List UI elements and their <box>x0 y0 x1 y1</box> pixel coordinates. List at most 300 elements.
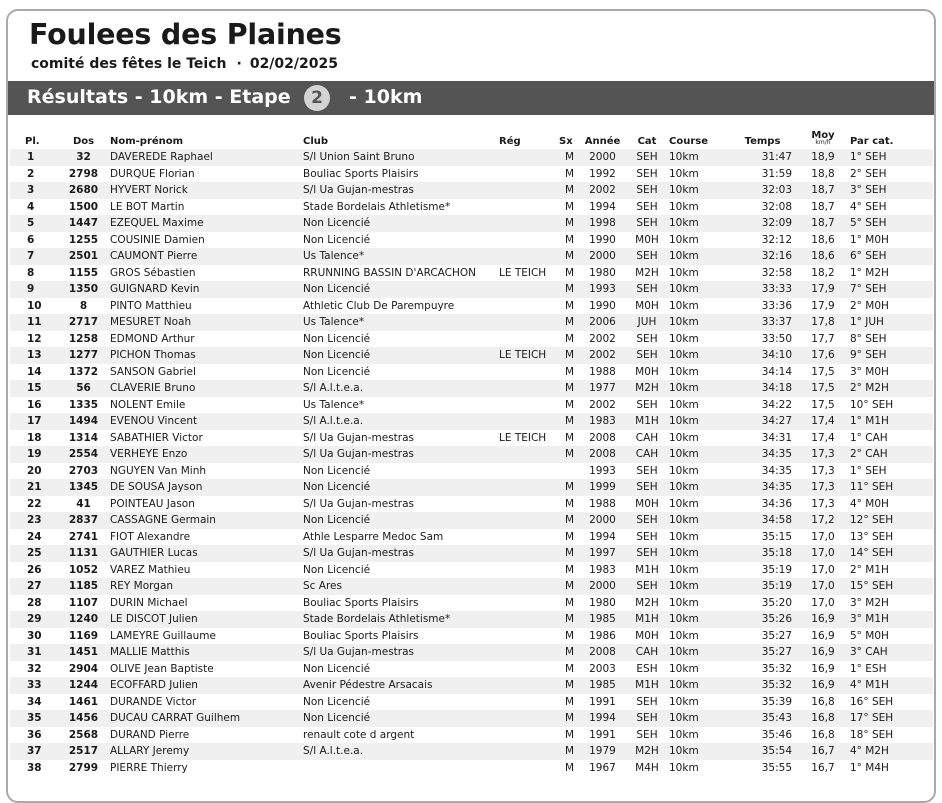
cell-bib: 2680 <box>57 182 110 199</box>
cell-cat-rank: 15° SEH <box>850 578 933 595</box>
cell-region <box>499 199 559 216</box>
cell-place: 18 <box>10 430 57 447</box>
cell-place: 1 <box>10 149 57 166</box>
cell-region <box>499 760 559 777</box>
cell-bib: 1155 <box>57 265 110 282</box>
table-row <box>10 380 933 397</box>
cell-speed: 16,8 <box>796 694 850 711</box>
cell-sex: M <box>559 397 580 414</box>
table-row <box>10 281 933 298</box>
cell-sex: M <box>559 562 580 579</box>
table-row <box>10 611 933 628</box>
cell-cat-rank: 2° SEH <box>850 166 933 183</box>
cell-bib: 2568 <box>57 727 110 744</box>
cell-speed: 16,9 <box>796 661 850 678</box>
cell-club: Non Licencié <box>303 331 499 348</box>
cell-cat: SEH <box>625 694 669 711</box>
cell-time: 33:50 <box>729 331 796 348</box>
cell-region <box>499 298 559 315</box>
cell-cat: SEH <box>625 463 669 480</box>
cell-club: Us Talence* <box>303 248 499 265</box>
cell-time: 35:54 <box>729 743 796 760</box>
cell-place: 30 <box>10 628 57 645</box>
cell-course: 10km <box>669 397 729 414</box>
cell-club: RRUNNING BASSIN D'ARCACHON <box>303 265 499 282</box>
cell-name: SANSON Gabriel <box>110 364 303 381</box>
cell-year: 1992 <box>580 166 625 183</box>
cell-sex: M <box>559 347 580 364</box>
cell-region <box>499 149 559 166</box>
cell-sex: M <box>559 281 580 298</box>
cell-time: 35:15 <box>729 529 796 546</box>
cell-bib: 2798 <box>57 166 110 183</box>
cell-cat-rank: 3° SEH <box>850 182 933 199</box>
cell-cat: CAH <box>625 644 669 661</box>
cell-course: 10km <box>669 446 729 463</box>
cell-name: SABATHIER Victor <box>110 430 303 447</box>
cell-place: 29 <box>10 611 57 628</box>
cell-time: 34:10 <box>729 347 796 364</box>
cell-year: 1993 <box>580 463 625 480</box>
cell-place: 2 <box>10 166 57 183</box>
cell-time: 35:32 <box>729 677 796 694</box>
cell-bib: 2837 <box>57 512 110 529</box>
cell-name: PIERRE Thierry <box>110 760 303 777</box>
cell-year: 1985 <box>580 611 625 628</box>
cell-speed: 16,7 <box>796 760 850 777</box>
table-row <box>10 182 933 199</box>
cell-cat-rank: 13° SEH <box>850 529 933 546</box>
cell-time: 35:46 <box>729 727 796 744</box>
cell-course: 10km <box>669 380 729 397</box>
table-row <box>10 743 933 760</box>
cell-place: 31 <box>10 644 57 661</box>
cell-course: 10km <box>669 479 729 496</box>
cell-time: 35:27 <box>729 628 796 645</box>
cell-club <box>303 760 499 777</box>
cell-course: 10km <box>669 314 729 331</box>
cell-speed: 17,4 <box>796 430 850 447</box>
cell-cat-rank: 1° SEH <box>850 463 933 480</box>
cell-bib: 1350 <box>57 281 110 298</box>
cell-place: 16 <box>10 397 57 414</box>
cell-course: 10km <box>669 298 729 315</box>
cell-cat-rank: 9° SEH <box>850 347 933 364</box>
table-row <box>10 694 933 711</box>
table-row <box>10 496 933 513</box>
cell-course: 10km <box>669 248 729 265</box>
cell-region <box>499 232 559 249</box>
table-row <box>10 446 933 463</box>
cell-time: 33:33 <box>729 281 796 298</box>
cell-time: 35:18 <box>729 545 796 562</box>
cell-course: 10km <box>669 529 729 546</box>
stage-number-badge: 2 <box>304 85 330 111</box>
cell-place: 3 <box>10 182 57 199</box>
banner-distance: - 10km <box>349 86 423 108</box>
cell-place: 38 <box>10 760 57 777</box>
cell-speed: 16,8 <box>796 710 850 727</box>
col-header-course[interactable]: Course <box>669 136 708 147</box>
moy-unit: km/h <box>815 139 831 146</box>
cell-sex: M <box>559 760 580 777</box>
col-header-dos[interactable]: Dos <box>72 136 95 147</box>
cell-club: S/l A.l.t.e.a. <box>303 743 499 760</box>
cell-cat: M0H <box>625 364 669 381</box>
cell-name: LE BOT Martin <box>110 199 303 216</box>
cell-year: 2008 <box>580 446 625 463</box>
table-row <box>10 364 933 381</box>
table-row <box>10 215 933 232</box>
cell-region <box>499 628 559 645</box>
cell-name: COUSINIE Damien <box>110 232 303 249</box>
cell-cat-rank: 5° M0H <box>850 628 933 645</box>
cell-place: 19 <box>10 446 57 463</box>
cell-speed: 17,6 <box>796 347 850 364</box>
cell-bib: 1244 <box>57 677 110 694</box>
cell-speed: 18,7 <box>796 199 850 216</box>
separator: · <box>236 56 242 72</box>
cell-cat-rank: 4° M2H <box>850 743 933 760</box>
cell-club: S/l Ua Gujan-mestras <box>303 446 499 463</box>
cell-time: 32:09 <box>729 215 796 232</box>
cell-course: 10km <box>669 265 729 282</box>
cell-sex: M <box>559 479 580 496</box>
cell-bib: 1277 <box>57 347 110 364</box>
cell-bib: 1345 <box>57 479 110 496</box>
cell-cat: SEH <box>625 215 669 232</box>
cell-cat-rank: 3° CAH <box>850 644 933 661</box>
cell-time: 35:43 <box>729 710 796 727</box>
cell-name: DURQUE Florian <box>110 166 303 183</box>
cell-course: 10km <box>669 760 729 777</box>
cell-name: FIOT Alexandre <box>110 529 303 546</box>
cell-speed: 18,2 <box>796 265 850 282</box>
cell-cat-rank: 4° M0H <box>850 496 933 513</box>
organizer: comité des fêtes le Teich <box>31 56 227 72</box>
cell-club: Athle Lesparre Medoc Sam <box>303 529 499 546</box>
cell-name: EZEQUEL Maxime <box>110 215 303 232</box>
cell-sex: M <box>559 331 580 348</box>
col-header-par-cat[interactable]: Par cat. <box>850 136 894 147</box>
cell-time: 35:19 <box>729 578 796 595</box>
cell-cat: M2H <box>625 743 669 760</box>
cell-sex: M <box>559 661 580 678</box>
cell-year: 1990 <box>580 232 625 249</box>
cell-club: Athletic Club De Parempuyre <box>303 298 499 315</box>
table-header-row <box>10 127 933 149</box>
cell-name: GUIGNARD Kevin <box>110 281 303 298</box>
cell-course: 10km <box>669 628 729 645</box>
cell-cat-rank: 12° SEH <box>850 512 933 529</box>
cell-year: 1985 <box>580 677 625 694</box>
cell-bib: 2554 <box>57 446 110 463</box>
cell-time: 33:37 <box>729 314 796 331</box>
cell-cat: SEH <box>625 281 669 298</box>
cell-year: 1988 <box>580 364 625 381</box>
cell-sex: M <box>559 314 580 331</box>
cell-cat: M4H <box>625 760 669 777</box>
cell-cat: M2H <box>625 595 669 612</box>
cell-speed: 17,4 <box>796 413 850 430</box>
cell-time: 34:27 <box>729 413 796 430</box>
cell-club: Non Licencié <box>303 232 499 249</box>
cell-speed: 17,5 <box>796 364 850 381</box>
cell-time: 32:03 <box>729 182 796 199</box>
cell-sex: M <box>559 446 580 463</box>
cell-name: ALLARY Jeremy <box>110 743 303 760</box>
cell-speed: 17,5 <box>796 380 850 397</box>
cell-course: 10km <box>669 413 729 430</box>
cell-region <box>499 677 559 694</box>
cell-bib: 2741 <box>57 529 110 546</box>
cell-name: DURANDE Victor <box>110 694 303 711</box>
cell-sex: M <box>559 265 580 282</box>
cell-club: Bouliac Sports Plaisirs <box>303 166 499 183</box>
cell-club: Non Licencié <box>303 562 499 579</box>
cell-time: 34:35 <box>729 463 796 480</box>
cell-place: 35 <box>10 710 57 727</box>
cell-year: 1991 <box>580 727 625 744</box>
col-header-name[interactable]: Nom-prénom <box>110 136 184 147</box>
cell-course: 10km <box>669 182 729 199</box>
table-row <box>10 578 933 595</box>
cell-place: 17 <box>10 413 57 430</box>
cell-sex: M <box>559 710 580 727</box>
table-row <box>10 644 933 661</box>
cell-year: 1994 <box>580 529 625 546</box>
cell-year: 2003 <box>580 661 625 678</box>
cell-speed: 17,3 <box>796 479 850 496</box>
cell-cat: SEH <box>625 331 669 348</box>
cell-speed: 16,9 <box>796 611 850 628</box>
cell-sex: M <box>559 430 580 447</box>
cell-place: 26 <box>10 562 57 579</box>
cell-speed: 17,0 <box>796 562 850 579</box>
cell-sex: M <box>559 529 580 546</box>
cell-club: S/l Union Saint Bruno <box>303 149 499 166</box>
cell-place: 21 <box>10 479 57 496</box>
cell-bib: 1131 <box>57 545 110 562</box>
cell-bib: 56 <box>57 380 110 397</box>
col-header-reg[interactable]: Rég <box>499 136 521 147</box>
cell-course: 10km <box>669 149 729 166</box>
cell-bib: 2904 <box>57 661 110 678</box>
cell-place: 20 <box>10 463 57 480</box>
cell-speed: 17,0 <box>796 595 850 612</box>
cell-region <box>499 248 559 265</box>
cell-bib: 2799 <box>57 760 110 777</box>
cell-place: 22 <box>10 496 57 513</box>
cell-sex: M <box>559 727 580 744</box>
cell-time: 34:31 <box>729 430 796 447</box>
cell-time: 34:22 <box>729 397 796 414</box>
cell-sex: M <box>559 545 580 562</box>
cell-club: Non Licencié <box>303 281 499 298</box>
cell-region <box>499 314 559 331</box>
cell-place: 32 <box>10 661 57 678</box>
cell-speed: 16,9 <box>796 677 850 694</box>
cell-region <box>499 166 559 183</box>
cell-region <box>499 496 559 513</box>
cell-cat-rank: 1° SEH <box>850 149 933 166</box>
cell-name: GROS Sébastien <box>110 265 303 282</box>
cell-club: S/l A.l.t.e.a. <box>303 413 499 430</box>
cell-bib: 1314 <box>57 430 110 447</box>
cell-year: 2002 <box>580 347 625 364</box>
cell-cat-rank: 2° M0H <box>850 298 933 315</box>
cell-bib: 1185 <box>57 578 110 595</box>
cell-bib: 1456 <box>57 710 110 727</box>
cell-name: DUCAU CARRAT Guilhem <box>110 710 303 727</box>
cell-name: DAVEREDE Raphael <box>110 149 303 166</box>
cell-cat-rank: 1° M1H <box>850 413 933 430</box>
table-row <box>10 397 933 414</box>
cell-region <box>499 479 559 496</box>
col-header-pl[interactable]: Pl. <box>25 136 40 147</box>
cell-cat-rank: 3° M0H <box>850 364 933 381</box>
table-row <box>10 314 933 331</box>
cell-course: 10km <box>669 694 729 711</box>
cell-time: 34:35 <box>729 446 796 463</box>
cell-region <box>499 364 559 381</box>
cell-place: 28 <box>10 595 57 612</box>
cell-name: NOLENT Emile <box>110 397 303 414</box>
col-header-moy[interactable] <box>796 127 850 149</box>
cell-club: Non Licencié <box>303 661 499 678</box>
cell-cat-rank: 4° M1H <box>850 677 933 694</box>
table-row <box>10 512 933 529</box>
cell-cat-rank: 1° M4H <box>850 760 933 777</box>
cell-year: 1967 <box>580 760 625 777</box>
cell-time: 35:26 <box>729 611 796 628</box>
cell-cat-rank: 1° ESH <box>850 661 933 678</box>
cell-place: 34 <box>10 694 57 711</box>
col-header-time[interactable]: Temps <box>744 136 781 147</box>
cell-cat-rank: 16° SEH <box>850 694 933 711</box>
cell-place: 7 <box>10 248 57 265</box>
cell-cat: CAH <box>625 446 669 463</box>
col-header-cat[interactable]: Cat <box>637 136 657 147</box>
cell-course: 10km <box>669 232 729 249</box>
cell-place: 33 <box>10 677 57 694</box>
table-row <box>10 265 933 282</box>
cell-place: 4 <box>10 199 57 216</box>
cell-region <box>499 380 559 397</box>
cell-name: OLIVE Jean Baptiste <box>110 661 303 678</box>
cell-cat-rank: 18° SEH <box>850 727 933 744</box>
cell-club: Non Licencié <box>303 215 499 232</box>
cell-cat-rank: 10° SEH <box>850 397 933 414</box>
cell-region <box>499 512 559 529</box>
cell-year: 2002 <box>580 397 625 414</box>
cell-year: 1988 <box>580 496 625 513</box>
cell-club: Bouliac Sports Plaisirs <box>303 595 499 612</box>
cell-time: 32:16 <box>729 248 796 265</box>
cell-sex: M <box>559 694 580 711</box>
banner-label: Résultats - 10km - Etape <box>27 86 291 108</box>
cell-bib: 1240 <box>57 611 110 628</box>
cell-region: LE TEICH <box>499 265 559 282</box>
cell-course: 10km <box>669 430 729 447</box>
cell-bib: 2717 <box>57 314 110 331</box>
cell-region: LE TEICH <box>499 430 559 447</box>
cell-name: DURAND Pierre <box>110 727 303 744</box>
table-row <box>10 595 933 612</box>
cell-sex: M <box>559 199 580 216</box>
col-header-year[interactable]: Année <box>584 136 621 147</box>
cell-course: 10km <box>669 545 729 562</box>
cell-club: Non Licencié <box>303 694 499 711</box>
cell-time: 34:36 <box>729 496 796 513</box>
cell-bib: 8 <box>57 298 110 315</box>
cell-sex: M <box>559 149 580 166</box>
cell-speed: 17,2 <box>796 512 850 529</box>
cell-sex: M <box>559 364 580 381</box>
cell-region: LE TEICH <box>499 347 559 364</box>
cell-course: 10km <box>669 727 729 744</box>
cell-sex: M <box>559 380 580 397</box>
cell-year: 1993 <box>580 281 625 298</box>
cell-year: 1983 <box>580 413 625 430</box>
cell-name: HYVERT Norick <box>110 182 303 199</box>
cell-region <box>499 644 559 661</box>
cell-sex: M <box>559 496 580 513</box>
col-header-club[interactable]: Club <box>303 136 329 147</box>
cell-place: 6 <box>10 232 57 249</box>
cell-cat-rank: 6° SEH <box>850 248 933 265</box>
cell-speed: 17,3 <box>796 463 850 480</box>
table-row <box>10 661 933 678</box>
cell-time: 34:14 <box>729 364 796 381</box>
cell-bib: 1169 <box>57 628 110 645</box>
cell-name: EVENOU Vincent <box>110 413 303 430</box>
table-row <box>10 628 933 645</box>
cell-speed: 18,9 <box>796 149 850 166</box>
cell-year: 1998 <box>580 215 625 232</box>
cell-region <box>499 694 559 711</box>
cell-year: 1999 <box>580 479 625 496</box>
cell-cat-rank: 3° M1H <box>850 611 933 628</box>
cell-course: 10km <box>669 215 729 232</box>
cell-name: CASSAGNE Germain <box>110 512 303 529</box>
cell-sex: M <box>559 413 580 430</box>
cell-time: 31:59 <box>729 166 796 183</box>
cell-speed: 17,5 <box>796 397 850 414</box>
cell-club: S/l Ua Gujan-mestras <box>303 182 499 199</box>
cell-cat-rank: 2° M2H <box>850 380 933 397</box>
cell-year: 1991 <box>580 694 625 711</box>
cell-cat: M0H <box>625 496 669 513</box>
event-date: 02/02/2025 <box>249 56 338 72</box>
cell-sex: M <box>559 595 580 612</box>
cell-name: VERHEYE Enzo <box>110 446 303 463</box>
cell-place: 23 <box>10 512 57 529</box>
cell-cat: M1H <box>625 611 669 628</box>
cell-place: 8 <box>10 265 57 282</box>
cell-course: 10km <box>669 562 729 579</box>
cell-time: 33:36 <box>729 298 796 315</box>
cell-sex: M <box>559 644 580 661</box>
results-table <box>10 127 933 776</box>
cell-region <box>499 661 559 678</box>
cell-name: DE SOUSA Jayson <box>110 479 303 496</box>
cell-cat-rank: 1° JUH <box>850 314 933 331</box>
cell-region <box>499 710 559 727</box>
cell-bib: 1461 <box>57 694 110 711</box>
cell-bib: 41 <box>57 496 110 513</box>
col-header-sx[interactable]: Sx <box>559 136 573 147</box>
